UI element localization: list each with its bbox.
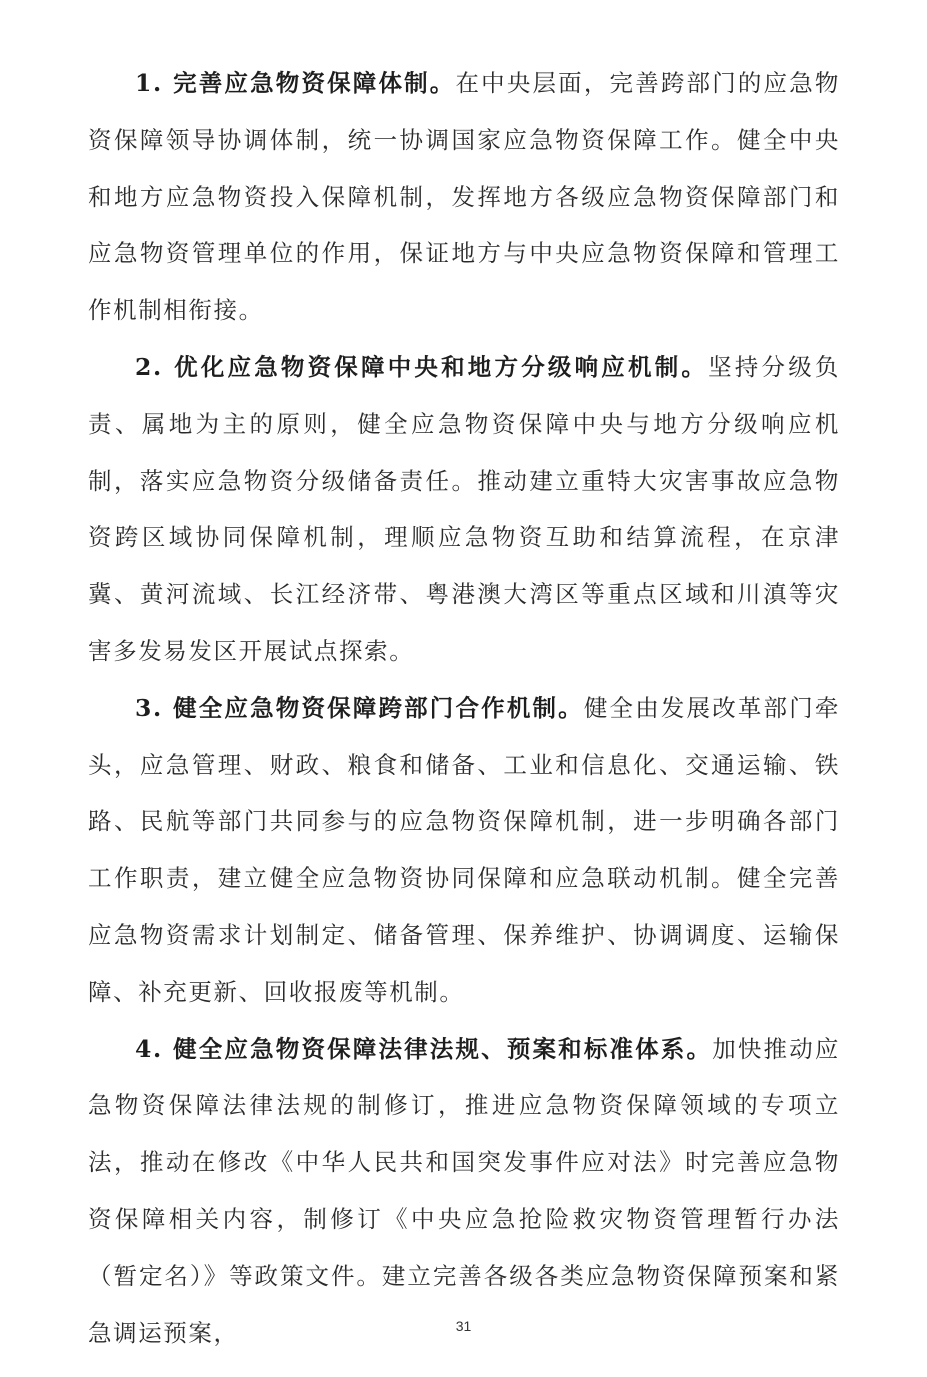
- paragraph-4: [88, 1021, 840, 1362]
- paragraph-1: [88, 55, 840, 339]
- page-number: 31: [455, 1318, 472, 1334]
- paragraph-3: [88, 680, 840, 1021]
- paragraph-4-heading: 4. 健全应急物资保障法律法规、预案和标准体系。: [135, 1034, 713, 1063]
- body-text: [88, 55, 840, 1361]
- paragraph-2: [88, 339, 840, 680]
- paragraph-2-heading: 2. 优化应急物资保障中央和地方分级响应机制。: [135, 352, 709, 381]
- paragraph-3-body: 健全由发展改革部门牵头，应急管理、财政、粮食和储备、工业和信息化、交通运输、铁路、民航等部门共同参与的应急物资保障机制，进一步明确各部门工作职责，建立健全应急物资协同保障和应急联动机制。健全完善应急物资需求计划制定、储备管理、保养维护、协调调度、运输保障、补充更新、回收报废等机制。: [88, 693, 840, 1006]
- paragraph-4-body: 加快推动应急物资保障法律法规的制修订，推进应急物资保障领域的专项立法，推动在修改《中华人民共和国突发事件应对法》时完善应急物资保障相关内容，制修订《中央应急抢险救灾物资管理暂行办法（暂定名）》等政策文件。建立完善各级各类应急物资保障预案和紧急调运预案，: [88, 1034, 840, 1347]
- paragraph-2-body: 坚持分级负责、属地为主的原则，健全应急物资保障中央与地方分级响应机制，落实应急物资分级储备责任。推动建立重特大灾害事故应急物资跨区域协同保障机制，理顺应急物资互助和结算流程，在京津冀、黄河流域、长江经济带、粤港澳大湾区等重点区域和川滇等灾害多发易发区开展试点探索。: [88, 352, 841, 665]
- paragraph-1-heading: 1. 完善应急物资保障体制。: [135, 69, 456, 97]
- paragraph-3-heading: 3. 健全应急物资保障跨部门合作机制。: [135, 693, 584, 722]
- paragraph-1-body: 在中央层面，完善跨部门的应急物资保障领导协调体制，统一协调国家应急物资保障工作。健全中央和地方应急物资投入保障机制，发挥地方各级应急物资保障部门和应急物资管理单位的作用，保证地方与中央应急物资保障和管理工作机制相衔接。: [88, 69, 840, 325]
